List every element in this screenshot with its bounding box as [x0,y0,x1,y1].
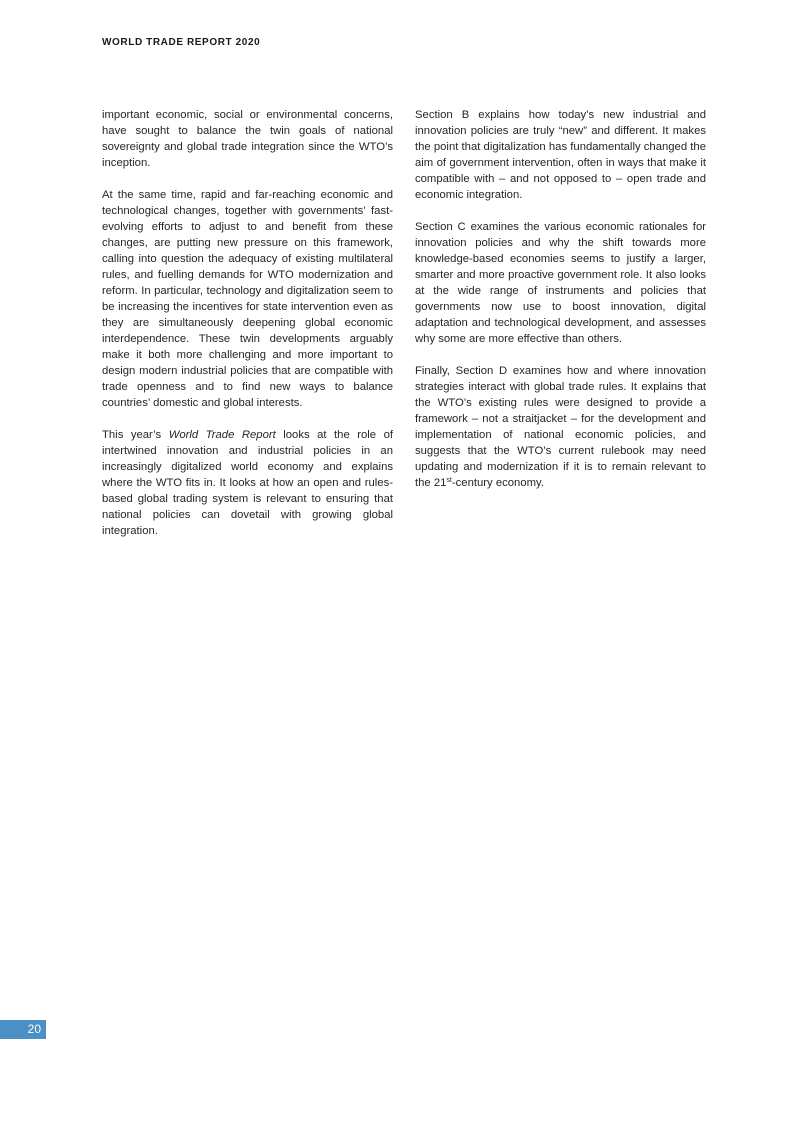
paragraph-text: looks at the role of intertwined innovation and industrial policies in an increasingly digitalized world economy and explains where the WTO fits in. It looks at how an open and rules-based global trading system is relevant to ensuring that national policies can dovetail with growing global integration. [102,429,394,537]
left-column [102,107,393,555]
paragraph-text: Finally, Section D examines how and where innovation strategies interact with global trade rules. It explains that the WTO’s existing rules were designed to provide a framework – not a straitjacket – for the development and implementation of national economic policies, and suggests that the WTO’s current rulebook may need updating and modernization if it is to remain relevant to the 21 [415,365,706,489]
page-number: 20 [0,1020,46,1039]
paragraph: Section B explains how today’s new industrial and innovation policies are truly “new” and different. It makes the point that digitalization has fundamentally changed the aim of government intervention, often in ways that make it compatible with – and not opposed to – open trade and economic integration. [415,109,706,201]
paragraph-text: This year’s [102,429,169,441]
paragraph [102,427,393,539]
paragraph: At the same time, rapid and far-reaching economic and technological changes, together with governments’ fast-evolving efforts to adjust to and benefit from these changes, are putting new pressure on this framework, calling into question the adequacy of existing multilateral rules, and fuelling demands for WTO modernization and reform. In particular, technology and digitalization seem to be increasing the incentives for state intervention even as they are simultaneously deepening global economic interdependence. These twin developments arguably make it both more challenging and more important to design modern industrial policies that are compatible with trade openness and to find new ways to balance countries’ domestic and global interests. [102,189,393,409]
right-column [415,107,706,507]
paragraph-text: -century economy. [451,477,544,489]
ordinal-superscript: st [446,477,452,484]
running-header: WORLD TRADE REPORT 2020 [102,37,261,48]
paragraph [415,363,706,491]
paragraph: Section C examines the various economic rationales for innovation policies and why the shift towards more knowledge-based economies seems to justify a larger, smarter and more proactive government role. It also looks at the wide range of instruments and policies that governments now use to boost innovation, digital adaptation and technological development, and assesses why some are more effective than others. [415,221,706,345]
paragraph: important economic, social or environmental concerns, have sought to balance the twin goals of national sovereignty and global trade integration since the WTO’s inception. [102,109,393,169]
report-title-italic: World Trade Report [168,429,276,441]
